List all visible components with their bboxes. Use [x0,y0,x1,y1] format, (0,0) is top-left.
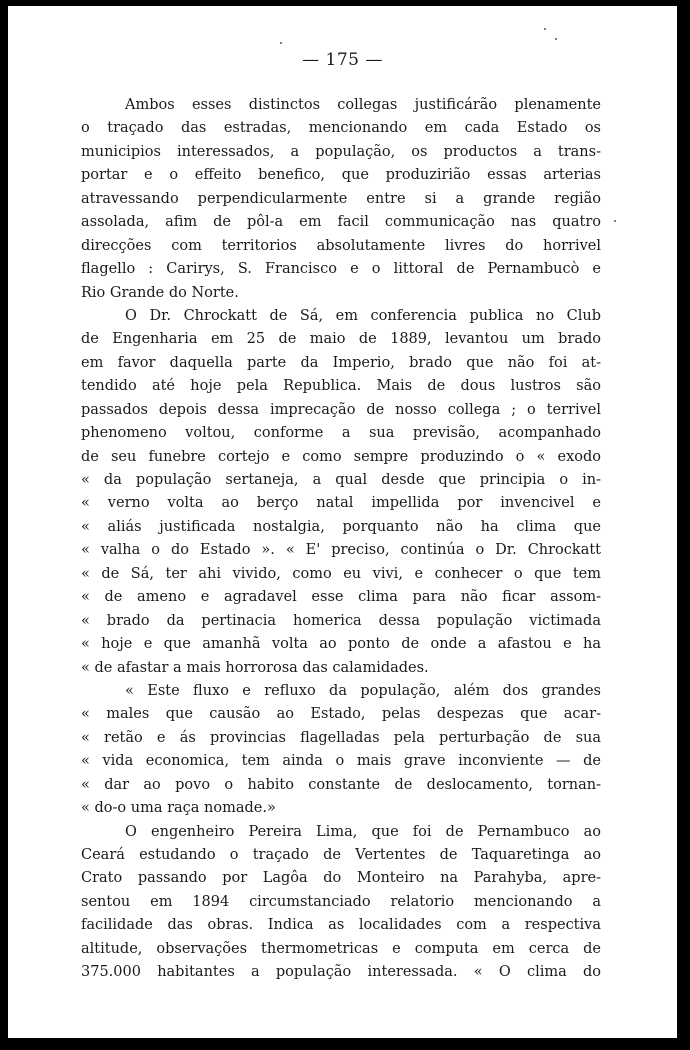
text-line: Ceará estudando o traçado de Vertentes de Taquaretinga ao [81,847,601,863]
text-line: atravessando perpendicularmente entre si a grande região [81,190,601,207]
text-line: tendido até hoje pela Republica. Mais de dous lustros são [81,378,601,395]
text-line: « de ameno e agradavel esse clima para não ficar assom- [81,589,601,606]
text-line: O engenheiro Pereira Lima, que foi de Pernambuco ao [125,823,601,840]
text-line: Rio Grande do Norte. [81,284,239,301]
text-line: « de afastar a mais horrorosa das calamidades. [81,659,429,676]
text-line: 375.000 habitantes a população interessada. « O clima do [81,964,601,981]
text-line: flagello : Carirys, S. Francisco e o littoral de Pernambucò e [81,261,601,278]
text-line: municipios interessados, a população, os productos a trans- [81,143,601,160]
text-line: de seu funebre cortejo e como sempre produzindo o « exodo [81,448,601,465]
text-line: O Dr. Chrockatt de Sá, em conferencia publica no Club [125,307,601,324]
text-line: sentou em 1894 circumstanciado relatorio mencionando a [81,893,601,910]
text-line: « dar ao povo o habito constante de deslocamento, tornan- [81,776,601,793]
text-line: Ambos esses distinctos collegas justificárão plenamente [125,97,601,113]
text-line: phenomeno voltou, conforme a sua previsão, acompanhado [81,425,601,442]
page-number: — 175 — [302,50,383,70]
text-line: altitude, observações thermometricas e computa em cerca de [81,940,601,957]
text-line: « males que causão ao Estado, pelas despezas que acar- [81,706,601,723]
text-line: Crato passando por Lagôa do Monteiro na Parahyba, apre- [81,870,601,887]
text-line: « verno volta ao berço natal impellida por invencivel e [81,495,601,512]
text-line: « hoje e que amanhã volta ao ponto de onde a afastou e ha [81,636,601,653]
text-line: « retão e ás provincias flagelladas pela perturbação de sua [81,729,601,746]
text-line: assolada, afim de pôl-a em facil communicação nas quatro [81,214,601,231]
text-line: direcções com territorios absolutamente livres do horrivel [81,237,601,254]
body-text [81,94,601,985]
scan-speck [614,220,616,222]
book-page [8,6,677,1038]
text-line: de Engenharia em 25 de maio de 1889, levantou um brado [81,331,601,348]
scan-speck [544,28,546,30]
text-line: em favor daquella parte da Imperio, brado que não foi at- [81,354,601,371]
text-line: « do-o uma raça nomade.» [81,800,276,817]
text-line: « brado da pertinacia homerica dessa população victimada [81,612,601,629]
text-line: « da população sertaneja, a qual desde que principia o in- [81,472,601,488]
text-line: « de Sá, ter ahi vivido, como eu vivi, e conhecer o que tem [81,565,601,582]
text-line: facilidade das obras. Indica as localidades com a respectiva [81,917,601,934]
text-line: o traçado das estradas, mencionando em cada Estado os [81,120,601,137]
scan-speck [555,38,557,40]
text-line: portar e o effeito benefico, que produzirião essas arterias [81,167,601,184]
text-line: « Este fluxo e refluxo da população, além dos grandes [125,682,601,699]
text-line: « vida economica, tem ainda o mais grave inconviente — de [81,753,601,770]
text-line: passados depois dessa imprecação de nosso collega ; o terrivel [81,401,601,418]
scan-speck [280,42,282,44]
text-line: « aliás justificada nostalgia, porquanto não ha clima que [81,518,601,535]
text-line: « valha o do Estado ». « E' preciso, continúa o Dr. Chrockatt [81,542,601,559]
